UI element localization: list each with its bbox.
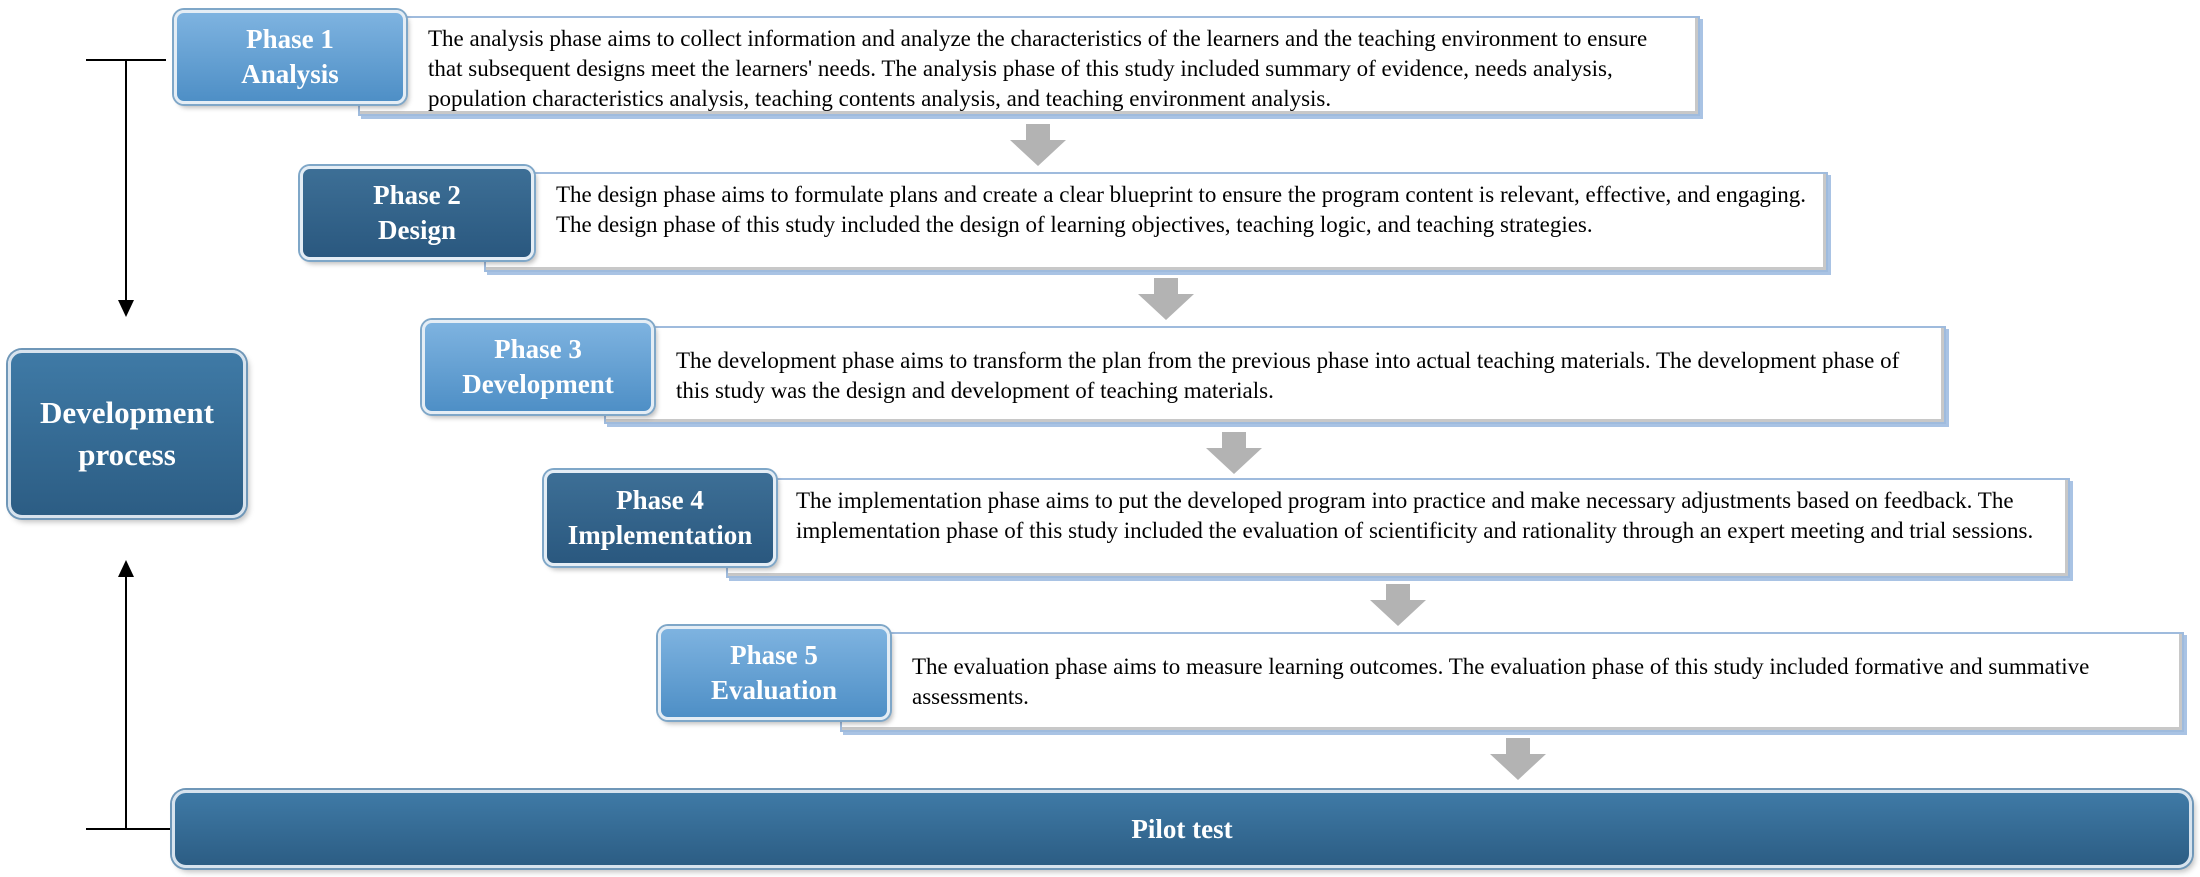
- phase-3-title: Phase 3: [494, 334, 582, 364]
- bracket-top-line: [125, 59, 127, 305]
- phase-5-title: Phase 5: [730, 640, 818, 670]
- phase-2-name: Design: [377, 215, 456, 245]
- phase-1-name: Analysis: [241, 59, 339, 89]
- phase-5-label-box: [658, 626, 890, 720]
- development-process-box: [8, 350, 246, 518]
- flow-arrow-down-icon: [1010, 124, 1066, 166]
- phase-1-description: The analysis phase aims to collect information and analyze the characteristics of the learners and the teaching environment to ensure that subsequent designs meet the learners' needs. The analysis phase of this study included summary of evidence, needs analysis, population characteristics analysis, teaching contents analysis, and teaching environment analysis.: [428, 26, 1648, 111]
- flow-arrow-down-icon: [1490, 738, 1546, 780]
- flow-arrow-down-icon: [1206, 432, 1262, 474]
- pilot-test-bar: [172, 790, 2192, 868]
- phase-3-description: The development phase aims to transform the plan from the previous phase into actual teaching materials. The development phase of this study was the design and development of teaching materials.: [676, 348, 1900, 403]
- phase-4-description-box: [726, 478, 2070, 578]
- flow-arrow-down-icon: [1370, 584, 1426, 626]
- phase-3-description-box: [604, 326, 1946, 424]
- phase-4-name: Implementation: [567, 520, 753, 550]
- phase-5-description: The evaluation phase aims to measure learning outcomes. The evaluation phase of this study included formative and summative assessments.: [912, 654, 2090, 709]
- bracket-bottom-line: [125, 572, 127, 830]
- phase-1-title: Phase 1: [246, 24, 334, 54]
- flow-arrow-down-icon: [1138, 278, 1194, 320]
- phase-1-label-box: [174, 10, 406, 104]
- phase-4-description: The implementation phase aims to put the developed program into practice and make necessary adjustments based on feedback. The implementation phase of this study included the evaluation of scientificity and rationality through an expert meeting and trial sessions.: [796, 488, 2034, 543]
- phase-5-description-box: [840, 632, 2184, 732]
- phase-5-name: Evaluation: [710, 675, 838, 705]
- phase-2-title: Phase 2: [373, 180, 461, 210]
- phase-3-name: Development: [462, 369, 614, 399]
- bracket-bottom-tick: [86, 828, 174, 830]
- phase-4-label-box: [544, 470, 776, 566]
- phase-1-description-box: [358, 16, 1700, 116]
- phase-2-description-box: [484, 172, 1828, 272]
- phase-4-title: Phase 4: [616, 485, 704, 515]
- down-arrowhead-icon: [117, 300, 135, 318]
- phase-2-description: The design phase aims to formulate plans and create a clear blueprint to ensure the program content is relevant, effective, and engaging. The design phase of this study included the design of learning objectives, teaching logic, and teaching strategies.: [556, 182, 1807, 237]
- pilot-test-label: Pilot test: [1131, 813, 1233, 844]
- development-process-label: Development process: [40, 395, 214, 472]
- phase-3-label-box: [422, 320, 654, 414]
- phase-2-label-box: [300, 166, 534, 260]
